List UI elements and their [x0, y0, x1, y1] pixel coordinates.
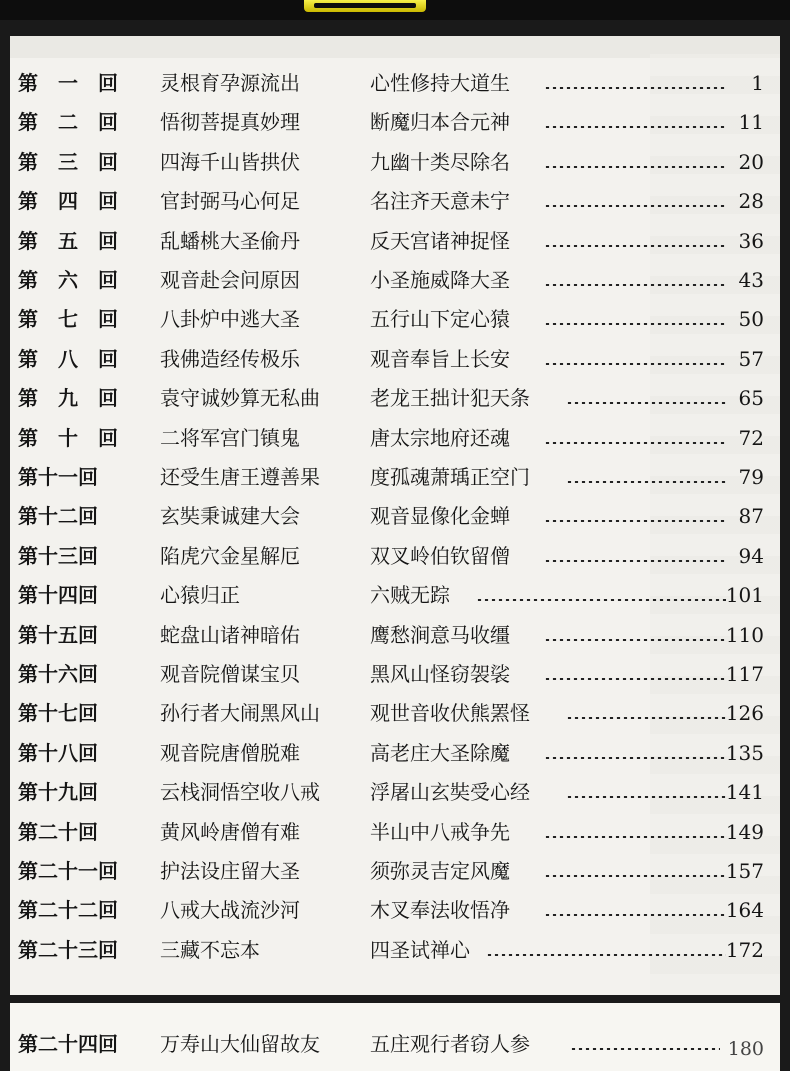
toc-entry: [10, 458, 780, 496]
chapter-title-second: 老龙王拙计犯天条: [370, 386, 530, 411]
toc-entry: [10, 300, 780, 338]
chapter-title-second: 高老庄大圣除魔: [370, 740, 510, 765]
page-number: 135: [725, 740, 764, 765]
chapter-title-first: 悟彻菩提真妙理: [160, 110, 300, 135]
section-label-tab: [304, 0, 426, 12]
chapter-ordinal: 第二十回: [18, 819, 98, 844]
chapter-ordinal: 第十七回: [18, 701, 98, 726]
toc-entry: [10, 616, 780, 654]
toc-entry: [10, 261, 780, 299]
page-number: 164: [725, 898, 764, 923]
page-number: 79: [738, 465, 764, 489]
chapter-title-first: 三藏不忘本: [160, 937, 260, 962]
chapter-title-first: 我佛造经传极乐: [160, 346, 300, 371]
page-number: 94: [738, 543, 764, 568]
chapter-title-first: 乱蟠桃大圣偷丹: [160, 228, 300, 253]
chapter-ordinal: 第 七 回: [18, 307, 118, 332]
chapter-title-second: 唐太宗地府还魂: [370, 425, 510, 450]
chapter-title-first: 玄奘秉诚建大会: [160, 504, 300, 529]
toc-entry: [10, 694, 780, 732]
page-number: 149: [725, 819, 764, 844]
chapter-ordinal: 第二十三回: [18, 937, 118, 962]
chapter-title-second: 观世音收伏熊罴怪: [370, 701, 530, 726]
chapter-ordinal: 第二十一回: [18, 859, 118, 883]
leader-dots: [544, 363, 726, 365]
toc-entry: [10, 1025, 780, 1063]
chapter-title-first: 四海千山皆拱伏: [160, 149, 300, 174]
page-number: 157: [725, 859, 764, 883]
chapter-ordinal: 第十八回: [18, 740, 98, 765]
chapter-title-second: 断魔归本合元神: [370, 110, 510, 135]
toc-entry: [10, 852, 780, 890]
leader-dots: [566, 481, 726, 483]
leader-dots: [544, 639, 726, 641]
chapter-title-first: 八卦炉中逃大圣: [160, 307, 300, 332]
chapter-ordinal: 第十五回: [18, 622, 98, 647]
page-number: 43: [738, 268, 764, 292]
page-number: 11: [738, 110, 764, 135]
page-number: 1: [751, 71, 764, 95]
leader-dots: [544, 166, 726, 168]
chapter-title-second: 观音奉旨上长安: [370, 346, 510, 371]
leader-dots: [544, 323, 726, 325]
page-number: 180: [727, 1038, 764, 1060]
chapter-title-second: 九幽十类尽除名: [370, 149, 510, 174]
chapter-title-second: 浮屠山玄奘受心经: [370, 780, 530, 805]
toc-entry: [10, 379, 780, 417]
page-number: 110: [725, 622, 764, 647]
page-number: 72: [738, 425, 764, 450]
page-number: 117: [725, 662, 764, 686]
toc-entry: [10, 734, 780, 772]
leader-dots: [486, 954, 726, 956]
toc-entry: [10, 537, 780, 575]
chapter-title-second: 观音显像化金蝉: [370, 504, 510, 529]
chapter-ordinal: 第十九回: [18, 780, 98, 805]
page-number: 141: [725, 780, 764, 805]
chapter-title-first: 观音赴会问原因: [160, 268, 300, 292]
page-number: 28: [738, 189, 764, 214]
chapter-title-first: 八戒大战流沙河: [160, 898, 300, 923]
chapter-title-first: 袁守诚妙算无私曲: [160, 386, 320, 411]
chapter-title-second: 四圣试禅心: [370, 937, 470, 962]
chapter-title-first: 还受生唐王遵善果: [160, 465, 320, 489]
chapter-title-first: 黄风岭唐僧有难: [160, 819, 300, 844]
chapter-title-second: 半山中八戒争先: [370, 819, 510, 844]
chapter-title-first: 心猿归正: [160, 583, 240, 608]
leader-dots: [544, 442, 726, 444]
chapter-title-second: 木叉奉法收悟净: [370, 898, 510, 923]
toc-entry: [10, 182, 780, 220]
page-number: 20: [738, 149, 764, 174]
chapter-ordinal: 第十六回: [18, 662, 98, 686]
leader-dots: [544, 205, 726, 207]
chapter-ordinal: 第 十 回: [18, 425, 118, 450]
chapter-title-second: 五行山下定心猿: [370, 307, 510, 332]
toc-entry: [10, 891, 780, 929]
page-number: 172: [725, 937, 764, 962]
leader-dots: [544, 126, 726, 128]
chapter-title-first: 二将军宫门镇鬼: [160, 425, 300, 450]
chapter-title-second: 六贼无踪: [370, 583, 450, 608]
toc-entry: [10, 813, 780, 851]
leader-dots: [544, 836, 726, 838]
chapter-title-second: 鹰愁涧意马收缰: [370, 622, 510, 647]
toc-entry: [10, 340, 780, 378]
leader-dots: [544, 560, 726, 562]
top-banner: [0, 0, 790, 20]
chapter-title-second: 心性修持大道生: [370, 71, 510, 95]
toc-entry: [10, 497, 780, 535]
chapter-title-second: 五庄观行者窃人参: [370, 1032, 530, 1056]
page-gap: [0, 995, 790, 1003]
chapter-ordinal: 第 六 回: [18, 268, 118, 292]
toc-entry: [10, 773, 780, 811]
chapter-ordinal: 第十三回: [18, 543, 98, 568]
chapter-title-first: 灵根育孕源流出: [160, 71, 300, 95]
page-number: 65: [738, 386, 764, 411]
toc-entry: [10, 931, 780, 969]
chapter-title-second: 名注齐天意未宁: [370, 189, 510, 214]
chapter-ordinal: 第二十二回: [18, 898, 118, 923]
chapter-title-first: 观音院唐僧脱难: [160, 740, 300, 765]
leader-dots: [544, 87, 726, 89]
chapter-title-second: 反天宫诸神捉怪: [370, 228, 510, 253]
chapter-title-second: 黑风山怪窃袈裟: [370, 662, 510, 686]
toc-entry: [10, 64, 780, 102]
leader-dots: [544, 245, 726, 247]
chapter-ordinal: 第 三 回: [18, 149, 118, 174]
chapter-title-first: 官封弼马心何足: [160, 189, 300, 214]
leader-dots: [544, 284, 726, 286]
toc-entry: [10, 576, 780, 614]
toc-entry: [10, 222, 780, 260]
chapter-ordinal: 第 八 回: [18, 346, 118, 371]
toc-entry: [10, 103, 780, 141]
next-page-strip: [10, 1003, 780, 1071]
leader-dots: [544, 875, 726, 877]
chapter-ordinal: 第十二回: [18, 504, 98, 529]
leader-dots: [544, 914, 726, 916]
chapter-title-first: 护法设庄留大圣: [160, 859, 300, 883]
page-number: 50: [738, 307, 764, 332]
chapter-title-second: 度孤魂萧瑀正空门: [370, 465, 530, 489]
toc-entry: [10, 655, 780, 693]
chapter-ordinal: 第 四 回: [18, 189, 118, 214]
leader-dots: [566, 402, 726, 404]
page-number: 57: [738, 346, 764, 371]
chapter-title-second: 双叉岭伯钦留僧: [370, 543, 510, 568]
chapter-ordinal: 第 五 回: [18, 228, 118, 253]
chapter-title-first: 观音院僧谋宝贝: [160, 662, 300, 686]
leader-dots: [566, 796, 726, 798]
chapter-title-first: 云栈洞悟空收八戒: [160, 780, 320, 805]
page-number: 101: [725, 583, 764, 608]
chapter-ordinal: 第十一回: [18, 465, 98, 489]
chapter-ordinal: 第十四回: [18, 583, 98, 608]
chapter-title-first: 陷虎穴金星解厄: [160, 543, 300, 568]
page-number: 36: [738, 228, 764, 253]
chapter-title-first: 蛇盘山诸神暗佑: [160, 622, 300, 647]
chapter-ordinal: 第二十四回: [18, 1032, 118, 1056]
chapter-title-first: 万寿山大仙留故友: [160, 1032, 320, 1056]
toc-page: [10, 36, 780, 995]
leader-dots: [476, 599, 726, 601]
chapter-ordinal: 第 二 回: [18, 110, 118, 135]
chapter-title-second: 须弥灵吉定风魔: [370, 859, 510, 883]
page-number: 87: [738, 504, 764, 529]
chapter-title-first: 孙行者大闹黑风山: [160, 701, 320, 726]
leader-dots: [544, 678, 726, 680]
leader-dots: [570, 1048, 720, 1050]
chapter-title-second: 小圣施威降大圣: [370, 268, 510, 292]
page-number: 126: [725, 701, 764, 726]
chapter-ordinal: 第 九 回: [18, 386, 118, 411]
leader-dots: [544, 757, 726, 759]
leader-dots: [566, 717, 726, 719]
chapter-ordinal: 第 一 回: [18, 71, 118, 95]
leader-dots: [544, 520, 726, 522]
toc-entry: [10, 419, 780, 457]
toc-entry: [10, 143, 780, 181]
